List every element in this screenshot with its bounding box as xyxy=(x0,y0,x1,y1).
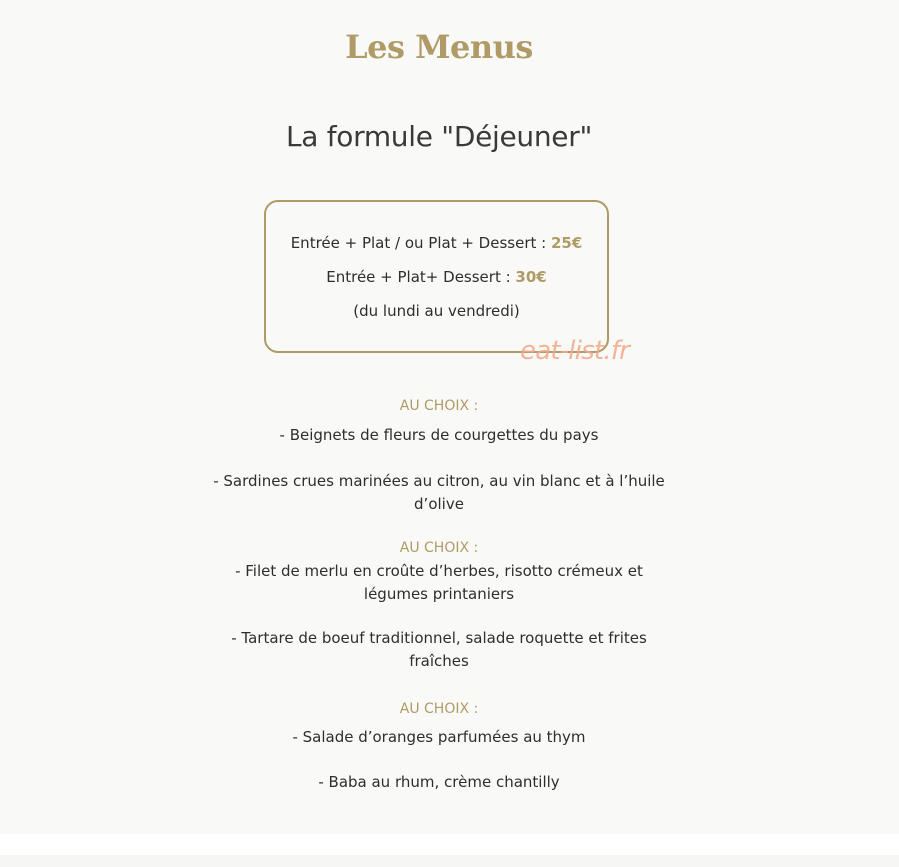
menu-item: - Beignets de fleurs de courgettes du pays xyxy=(279,426,599,444)
choice-label-starters: AU CHOIX : xyxy=(399,398,479,414)
price-box xyxy=(264,200,609,353)
price-25: 25€ xyxy=(550,234,583,252)
menu-item: - Tartare de boeuf traditionnel, salade roquette et frites fraîches xyxy=(231,629,647,670)
menu-item: - Filet de merlu en croûte d’herbes, risotto crémeux et légumes printaniers xyxy=(235,562,643,603)
page-footer-strip xyxy=(0,834,899,867)
availability-note: (du lundi au vendredi) xyxy=(353,302,520,320)
choice-label-desserts: AU CHOIX : xyxy=(399,701,479,717)
formula-subtitle: La formule "Déjeuner" xyxy=(285,120,593,153)
menu-item: - Salade d’oranges parfumées au thym xyxy=(292,728,586,746)
choice-label-mains: AU CHOIX : xyxy=(399,540,479,556)
price-line-entree-plat-dessert xyxy=(266,268,607,286)
watermark-logo: eat-list.fr xyxy=(520,336,629,366)
menu-item: - Sardines crues marinées au citron, au vin blanc et à l’huile d’olive xyxy=(213,472,665,513)
price-line-2-label: Entrée + Plat+ Dessert : xyxy=(326,268,516,286)
price-line-entree-plat-or-plat-dessert xyxy=(266,234,607,252)
price-30: 30€ xyxy=(515,268,547,286)
menu-item: - Baba au rhum, crème chantilly xyxy=(318,773,560,791)
price-line-1-label: Entrée + Plat / ou Plat + Dessert : xyxy=(290,234,551,252)
page-title: Les Menus xyxy=(345,28,533,66)
